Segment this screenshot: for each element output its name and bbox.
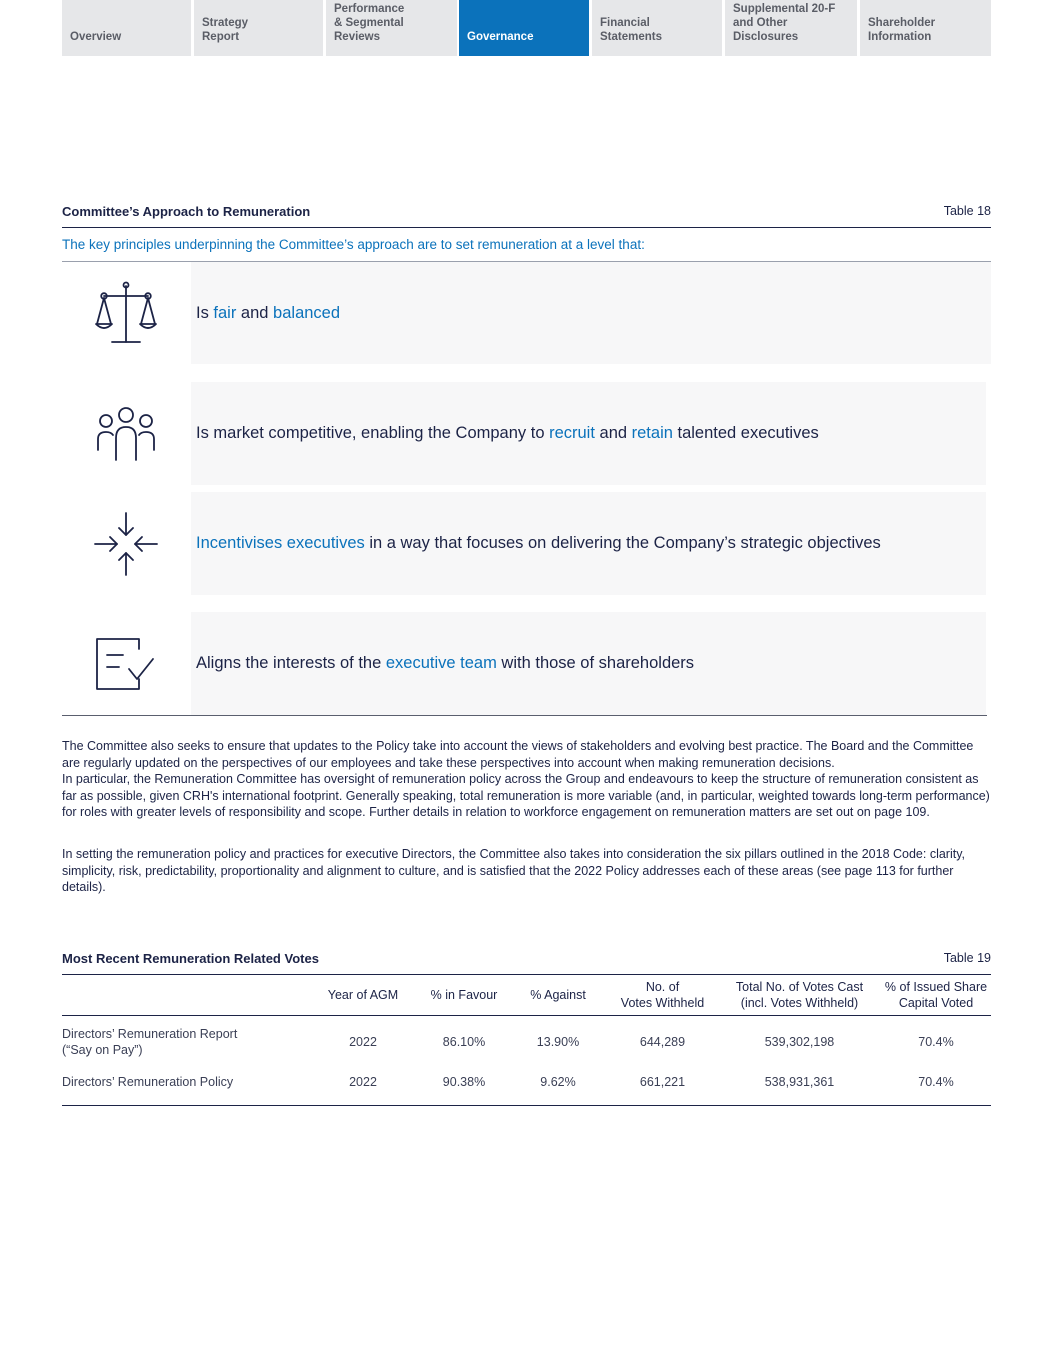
- tab-shareholder-information[interactable]: [860, 0, 991, 56]
- tab-supplemental-20f[interactable]: [725, 0, 857, 56]
- row-label: Directors’ Remuneration Policy: [62, 1069, 307, 1105]
- cell-capital-voted: 70.4%: [918, 1035, 954, 1050]
- cell-favour: 90.38%: [419, 1069, 509, 1105]
- principle-text: Is fair and balanced: [196, 303, 341, 322]
- cell-year: 2022: [349, 1035, 377, 1050]
- table-18-tag: Table 18: [943, 204, 991, 218]
- cell-against: 9.62%: [509, 1069, 607, 1105]
- column-header-total-cast: Total No. of Votes Cast (incl. Votes Withheld): [718, 975, 881, 1015]
- column-header: [62, 975, 307, 1015]
- table-header-row: [62, 975, 991, 1015]
- principle-card-aligns-interests: [191, 612, 986, 715]
- people-group-icon: [62, 382, 190, 485]
- column-header-against: % Against: [509, 975, 607, 1015]
- column-header-withheld: No. of Votes Withheld: [607, 975, 718, 1015]
- section-nav: [62, 0, 991, 56]
- tab-label-line1: Strategy: [202, 17, 249, 29]
- tab-label-line2: Information: [868, 31, 932, 43]
- document-check-icon: [62, 612, 190, 715]
- tab-label-line1: Supplemental 20-F: [733, 3, 836, 15]
- tab-business-performance[interactable]: [326, 0, 457, 56]
- approach-title: Committee’s Approach to Remuneration: [62, 204, 311, 219]
- tab-label-line2: Overview: [70, 31, 122, 43]
- tab-label-line1: Shareholder: [868, 17, 936, 29]
- scales-icon: [62, 262, 190, 364]
- cell-favour: 86.10%: [442, 1035, 486, 1050]
- principle-text: Aligns the interests of the executive team with those of shareholders: [196, 654, 695, 672]
- cell-against: 13.90%: [536, 1035, 580, 1050]
- cell-year: 2022: [307, 1069, 419, 1105]
- column-header-favour: % in Favour: [419, 975, 509, 1015]
- cell-total-cast: 538,931,361: [718, 1069, 881, 1105]
- table-row: [62, 1069, 991, 1105]
- divider: [62, 227, 991, 228]
- cell-total-cast: 539,302,198: [764, 1035, 835, 1050]
- principle-card-market-competitive: [191, 382, 986, 485]
- row-label: Directors’ Remuneration Report (“Say on Pay”): [62, 1027, 238, 1058]
- tab-label-line2: & Segmental Reviews: [334, 17, 404, 43]
- votes-table: [62, 975, 991, 1106]
- cell-capital-voted: 70.4%: [881, 1069, 991, 1105]
- principle-text: Incentivises executives in a way that focuses on delivering the Company’s strategic objectives: [196, 534, 881, 552]
- body-paragraph-code-pillars: In setting the remuneration policy and practices for executive Directors, the Committee also takes into consideration the six pillars outlined in the 2018 Code: clarity, simplicity, risk, predictability, proportionality and alignment to culture, and is satisfied that the 2022 Policy addresses each of these areas (see page 113 for further details).: [62, 847, 966, 895]
- tab-label-line2: Governance: [467, 31, 534, 43]
- tab-label-line2: and Other Disclosures: [733, 17, 799, 43]
- tab-governance[interactable]: [459, 0, 589, 56]
- column-header-year: Year of AGM: [307, 975, 419, 1015]
- converging-arrows-icon: [62, 492, 190, 595]
- tab-label-line1: Financial: [600, 17, 650, 29]
- principle-card-fair-balanced: [191, 262, 991, 364]
- principle-card-incentivises: [191, 492, 986, 595]
- tab-label-line1: Performance: [334, 3, 405, 15]
- body-paragraph-stakeholders: The Committee also seeks to ensure that updates to the Policy take into account the views of stakeholders and evolving best practice. The Board and the Committee are regularly updated on the perspectives of our employees and take these perspectives into account when making remuneration decisions. In particular, the Remuneration Committee has oversight of remuneration policy across the Group and endeavours to keep the structure of remuneration consistent as far as possible, given CRH's international footprint. Generally speaking, total remuneration is more variable (and, in particular, weighted towards long-term performance) for roles with greater levels of responsibility and scope. Further details in relation to workforce engagement on remuneration matters are set out on page 109.: [62, 739, 990, 820]
- column-header-capital-voted: % of Issued Share Capital Voted: [881, 975, 991, 1015]
- approach-intro: The key principles underpinning the Committee’s approach are to set remuneration at a level that:: [62, 237, 645, 252]
- table-row: [62, 1015, 991, 1069]
- table-19-tag: Table 19: [943, 951, 991, 965]
- tab-overview[interactable]: [62, 0, 191, 56]
- tab-strategy-report[interactable]: [194, 0, 323, 56]
- tab-label-line2: Report: [202, 31, 240, 43]
- cell-withheld: 644,289: [639, 1035, 686, 1050]
- divider: [62, 715, 987, 716]
- votes-title: Most Recent Remuneration Related Votes: [62, 951, 319, 966]
- principle-text: Is market competitive, enabling the Company to recruit and retain talented executives: [196, 424, 819, 442]
- tab-financial-statements[interactable]: [592, 0, 722, 56]
- tab-label-line2: Statements: [600, 31, 662, 43]
- cell-withheld: 661,221: [607, 1069, 718, 1105]
